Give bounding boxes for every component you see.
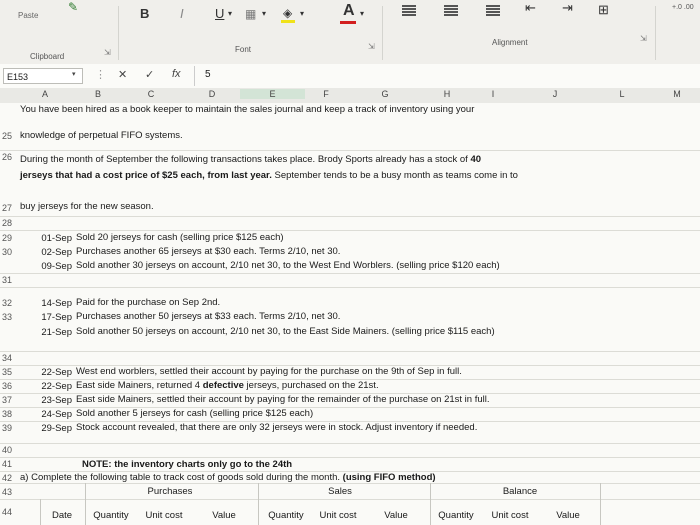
transaction-date: 21-Sep: [41, 327, 72, 338]
row-line: [0, 150, 700, 151]
column-header[interactable]: B: [94, 89, 101, 99]
paste-button[interactable]: Paste: [18, 11, 39, 20]
row-number[interactable]: 38: [2, 409, 13, 419]
text-part: During the month of September the following transactions takes place. Brody Sports already has a stock of: [20, 154, 471, 165]
column-header[interactable]: D: [208, 89, 216, 99]
merge-center-icon[interactable]: ⊞: [598, 2, 609, 17]
purchases-header: Purchases: [147, 486, 193, 497]
transaction-date: 24-Sep: [41, 409, 72, 420]
text-part: a) Complete the following table to track cost of goods sold during the month.: [20, 472, 343, 483]
align-bottom-icon[interactable]: [486, 4, 500, 18]
date-column-header: Date: [51, 510, 73, 521]
row-number[interactable]: 42: [2, 473, 13, 483]
clipboard-group-label: Clipboard: [30, 52, 65, 61]
align-top-icon[interactable]: [402, 4, 416, 18]
row-number[interactable]: 35: [2, 367, 13, 377]
chevron-down-icon[interactable]: ▾: [360, 9, 365, 18]
transaction-text: West end worblers, settled their account by paying for the purchase on the 9th of Sep in full.: [76, 366, 462, 377]
september-text-line-3: buy jerseys for the new season.: [20, 201, 154, 212]
transaction-date: 01-Sep: [41, 233, 72, 244]
row-line: [0, 457, 700, 458]
chevron-down-icon[interactable]: ▾: [262, 9, 267, 18]
row-number[interactable]: 28: [2, 218, 13, 228]
divider: [194, 66, 195, 86]
transaction-text: Sold 20 jerseys for cash (selling price $125 each): [76, 232, 284, 243]
text-part-bold: 40: [470, 154, 482, 165]
purchases-quantity-header: Quantity: [93, 510, 129, 521]
column-header[interactable]: F: [323, 89, 329, 99]
name-box[interactable]: E153: [3, 68, 83, 84]
table-border: [600, 483, 601, 525]
balance-unit-cost-header: Unit cost: [491, 510, 529, 521]
font-group-label: Font: [235, 45, 252, 54]
formula-bar: [0, 64, 700, 89]
row-number[interactable]: 34: [2, 353, 13, 363]
instruction-text: [20, 472, 436, 483]
spreadsheet-grid[interactable]: [0, 103, 700, 525]
row-number[interactable]: 40: [2, 445, 13, 455]
sales-header: Sales: [328, 486, 352, 497]
intro-text-line-2: knowledge of perpetual FIFO systems.: [20, 130, 183, 141]
more-icon: ⋮: [95, 69, 106, 81]
row-number[interactable]: 32: [2, 298, 13, 308]
transaction-text: Sold another 50 jerseys on account, 2/10 net 30, to the East Side Mainers. (selling price $115 each): [76, 326, 495, 337]
row-number[interactable]: 36: [2, 381, 13, 391]
row-line: [0, 273, 700, 274]
borders-icon[interactable]: ▦: [245, 7, 257, 21]
formula-input[interactable]: 5: [205, 69, 211, 80]
row-line: [0, 351, 700, 352]
column-header[interactable]: C: [147, 89, 155, 99]
row-number[interactable]: 39: [2, 423, 13, 433]
text-part: September tends to be a busy month as teams come in to: [271, 170, 518, 181]
row-line: [0, 483, 700, 484]
column-header[interactable]: G: [381, 89, 389, 99]
text-part-bold: (using FIFO method): [342, 472, 436, 483]
transaction-date: 09-Sep: [41, 261, 72, 272]
row-number[interactable]: 25: [2, 131, 13, 141]
transaction-date: 17-Sep: [41, 312, 72, 323]
fill-color-swatch: [281, 20, 295, 23]
transaction-text: East side Mainers, settled their account by paying for the remainder of the purchase on 21st in full.: [76, 394, 490, 405]
balance-header: Balance: [502, 486, 538, 497]
table-border: [258, 483, 259, 525]
row-number[interactable]: 26: [2, 152, 13, 162]
row-number[interactable]: 27: [2, 203, 13, 213]
row-number[interactable]: 44: [2, 507, 13, 517]
column-header[interactable]: H: [443, 89, 451, 99]
sales-unit-cost-header: Unit cost: [319, 510, 357, 521]
purchases-unit-cost-header: Unit cost: [145, 510, 183, 521]
row-line: [0, 499, 700, 500]
text-part: East side Mainers, returned 4: [76, 380, 203, 391]
column-header[interactable]: A: [41, 89, 48, 99]
text-part-bold: defective: [202, 380, 244, 391]
group-divider: [382, 6, 383, 60]
clipboard-launcher-icon[interactable]: ⇲: [104, 48, 111, 57]
chevron-down-icon[interactable]: ▾: [228, 9, 233, 18]
row-number[interactable]: 43: [2, 487, 13, 497]
column-header[interactable]: L: [619, 89, 625, 99]
row-line: [0, 216, 700, 217]
transaction-date: 22-Sep: [41, 367, 72, 378]
september-text-line-1: [20, 154, 481, 165]
alignment-group-label: Alignment: [492, 38, 528, 47]
insert-function-icon[interactable]: fx: [172, 68, 181, 80]
intro-text-line-1: You have been hired as a book keeper to maintain the sales journal and keep a track of inventory using your: [20, 104, 475, 115]
row-number[interactable]: 41: [2, 459, 13, 469]
format-painter-icon[interactable]: ✎: [68, 0, 79, 14]
italic-button[interactable]: I: [180, 6, 184, 21]
text-part-bold: jerseys that had a cost price of $25 each, from last year.: [20, 170, 272, 181]
bold-button[interactable]: B: [140, 6, 150, 21]
transaction-text: Sold another 30 jerseys on account, 2/10 net 30, to the West End Worblers. (selling price $120 each): [76, 260, 500, 271]
row-number[interactable]: 31: [2, 275, 13, 285]
row-number[interactable]: 30: [2, 247, 13, 257]
row-line: [0, 230, 700, 231]
font-color-swatch: [340, 21, 356, 24]
column-header[interactable]: M: [673, 89, 681, 99]
underline-button[interactable]: U: [215, 6, 225, 21]
column-header-bar: [0, 88, 700, 104]
row-number[interactable]: 37: [2, 395, 13, 405]
chevron-down-icon[interactable]: ▾: [300, 9, 305, 18]
row-line: [0, 443, 700, 444]
increase-decimal-button[interactable]: +.0 .00: [672, 4, 694, 11]
sales-value-header: Value: [384, 510, 408, 521]
balance-quantity-header: Quantity: [438, 510, 474, 521]
sales-quantity-header: Quantity: [268, 510, 304, 521]
chevron-down-icon[interactable]: ▾: [72, 71, 76, 78]
transaction-text: Purchases another 50 jerseys at $33 each. Terms 2/10, net 30.: [76, 311, 341, 322]
increase-indent-icon[interactable]: ⇥: [562, 0, 573, 15]
group-divider: [655, 6, 656, 60]
transaction-text: Paid for the purchase on Sep 2nd.: [76, 297, 221, 308]
purchases-value-header: Value: [212, 510, 236, 521]
fill-color-icon[interactable]: ◈: [283, 6, 293, 20]
alignment-launcher-icon[interactable]: ⇲: [640, 34, 647, 43]
column-header-selected[interactable]: E: [240, 89, 305, 99]
cancel-icon[interactable]: ✕: [118, 69, 128, 81]
inventory-note: NOTE: the inventory charts only go to the 24th: [82, 459, 293, 470]
enter-icon[interactable]: ✓: [145, 69, 155, 81]
group-divider: [118, 6, 119, 60]
transaction-date: 23-Sep: [41, 395, 72, 406]
ribbon: [0, 0, 700, 65]
transaction-date: 02-Sep: [41, 247, 72, 258]
font-launcher-icon[interactable]: ⇲: [368, 42, 375, 51]
transaction-text: [76, 380, 379, 391]
row-number[interactable]: 29: [2, 233, 13, 243]
row-number[interactable]: 33: [2, 312, 13, 322]
september-text-line-2: [20, 170, 518, 181]
transaction-date: 14-Sep: [41, 298, 72, 309]
column-header[interactable]: J: [552, 89, 558, 99]
align-middle-icon[interactable]: [444, 4, 458, 18]
transaction-text: Stock account revealed, that there are only 32 jerseys were in stock. Adjust inventory if needed.: [76, 422, 478, 433]
transaction-date: 22-Sep: [41, 381, 72, 392]
text-part: jerseys, purchased on the 21st.: [243, 380, 379, 391]
decrease-indent-icon[interactable]: ⇤: [525, 0, 536, 15]
transaction-date: 29-Sep: [41, 423, 72, 434]
transaction-text: Sold another 5 jerseys for cash (selling price $125 each): [76, 408, 314, 419]
font-color-button[interactable]: A: [343, 2, 355, 19]
transaction-text: Purchases another 65 jerseys at $30 each. Terms 2/10, net 30.: [76, 246, 341, 257]
column-header[interactable]: I: [491, 89, 495, 99]
balance-value-header: Value: [556, 510, 580, 521]
table-border: [40, 499, 41, 525]
row-line: [0, 287, 700, 288]
